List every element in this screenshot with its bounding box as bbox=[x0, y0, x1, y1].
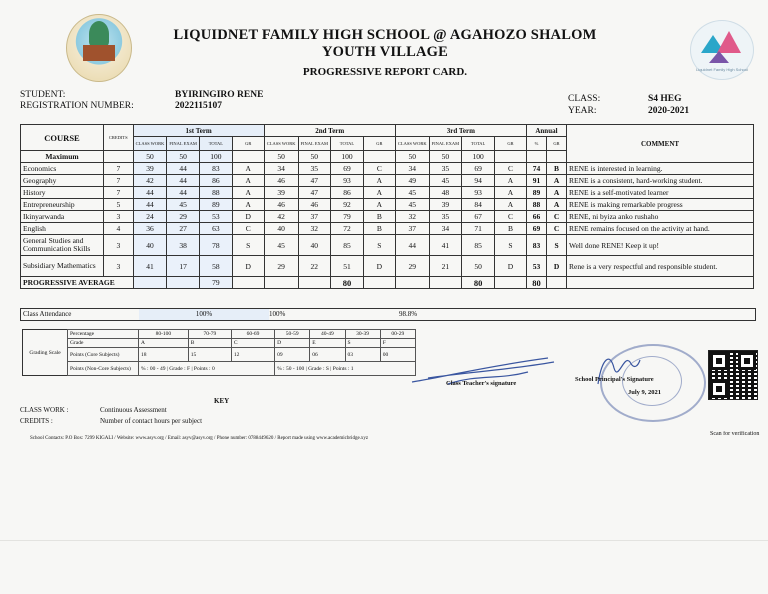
grade-5: S bbox=[345, 339, 380, 348]
t2-final-exam: 47 bbox=[298, 187, 330, 199]
t1-total: 53 bbox=[199, 211, 232, 223]
t2-grade: B bbox=[363, 223, 395, 235]
maximum-label: Maximum bbox=[21, 151, 104, 163]
t1-class-work: 42 bbox=[133, 175, 167, 187]
avg-term3: 80 bbox=[462, 277, 495, 289]
t3-total: 71 bbox=[462, 223, 495, 235]
t2-class-work: 46 bbox=[264, 175, 298, 187]
t1-total-header: TOTAL bbox=[199, 137, 232, 151]
t3-final-exam: 34 bbox=[429, 223, 461, 235]
annual-pct: 89 bbox=[526, 187, 546, 199]
report-subtitle: PROGRESSIVE REPORT CARD. bbox=[302, 66, 468, 78]
t2-class-work: 46 bbox=[264, 199, 298, 211]
school-name-line1: LIQUIDNET FAMILY HIGH SCHOOL @ AGAHOZO SHALOM bbox=[173, 27, 597, 43]
table-row bbox=[21, 163, 754, 175]
points-noncore-label: Points (Non-Core Subjects) bbox=[68, 362, 139, 376]
max-t3-cw: 50 bbox=[395, 151, 429, 163]
teacher-signature-label: Class Teacher's signature bbox=[446, 380, 517, 387]
t1-final-exam: 45 bbox=[167, 199, 199, 211]
table-row bbox=[21, 223, 754, 235]
t2-grade: D bbox=[363, 256, 395, 277]
t2-class-work: 29 bbox=[264, 256, 298, 277]
t3-class-work: 44 bbox=[395, 235, 429, 256]
verification-qr-code[interactable] bbox=[708, 350, 758, 400]
points-5: 03 bbox=[345, 348, 380, 362]
t3-final-exam: 39 bbox=[429, 199, 461, 211]
t2-final-exam: 47 bbox=[298, 175, 330, 187]
avg-annual: 80 bbox=[526, 277, 546, 289]
t1-class-work: 39 bbox=[133, 163, 167, 175]
comment: Rene is a very respectful and responsible student. bbox=[566, 256, 753, 277]
annual-pct: 53 bbox=[526, 256, 546, 277]
points-core-label: Points (Core Subjects) bbox=[68, 348, 139, 362]
points-4: 06 bbox=[310, 348, 345, 362]
t2-final-exam: 46 bbox=[298, 199, 330, 211]
term3-header: 3rd Term bbox=[395, 125, 526, 137]
t3-total: 85 bbox=[462, 235, 495, 256]
student-label: STUDENT: bbox=[20, 90, 66, 100]
t3-class-work: 45 bbox=[395, 199, 429, 211]
annual-grade: C bbox=[547, 223, 567, 235]
t3-grade: C bbox=[495, 211, 527, 223]
annual-grade: A bbox=[547, 187, 567, 199]
points-0: 18 bbox=[139, 348, 189, 362]
t3-final-exam: 35 bbox=[429, 211, 461, 223]
t1-final-exam: 17 bbox=[167, 256, 199, 277]
t1-grade: A bbox=[232, 175, 264, 187]
term2-header: 2nd Term bbox=[264, 125, 395, 137]
range-5: 30-39 bbox=[345, 330, 380, 339]
t2-class-work: 40 bbox=[264, 223, 298, 235]
annual-pct: 83 bbox=[526, 235, 546, 256]
table-row bbox=[21, 187, 754, 199]
t3-total: 93 bbox=[462, 187, 495, 199]
course-name: English bbox=[21, 223, 104, 235]
school-logo-left bbox=[66, 14, 132, 82]
t3-total: 84 bbox=[462, 199, 495, 211]
registration-number: 2022115107 bbox=[175, 101, 222, 111]
t1-grade: D bbox=[232, 211, 264, 223]
class-value: S4 HEG bbox=[648, 94, 682, 104]
course-credits: 3 bbox=[104, 211, 134, 223]
annual-grade: S bbox=[547, 235, 567, 256]
grade-label: Grade bbox=[68, 339, 139, 348]
t1-total: 63 bbox=[199, 223, 232, 235]
range-6: 00-29 bbox=[380, 330, 415, 339]
right-logo-caption: Liquidnet Family High School bbox=[696, 67, 748, 72]
t3-grade: B bbox=[495, 223, 527, 235]
scan-caption: Scan for verification bbox=[710, 431, 760, 437]
t1-class-work: 40 bbox=[133, 235, 167, 256]
t2-grade: S bbox=[363, 235, 395, 256]
t2-grade: A bbox=[363, 199, 395, 211]
school-name-line2: YOUTH VILLAGE bbox=[321, 44, 448, 60]
t1-final-exam: 38 bbox=[167, 235, 199, 256]
comment: RENE is a self-motivated learner bbox=[566, 187, 753, 199]
range-4: 40-49 bbox=[310, 330, 345, 339]
max-t1-total: 100 bbox=[199, 151, 232, 163]
t1-grade: S bbox=[232, 235, 264, 256]
t3-grade: C bbox=[495, 163, 527, 175]
t2-class-work: 34 bbox=[264, 163, 298, 175]
marks-table bbox=[20, 124, 754, 289]
range-1: 70-79 bbox=[188, 330, 231, 339]
course-name: Subsidiary Mathematics bbox=[21, 256, 104, 277]
t1-class-work: 41 bbox=[133, 256, 167, 277]
t2-total: 51 bbox=[330, 256, 363, 277]
signature-date: July 9, 2021 bbox=[628, 389, 662, 396]
t1-grade: A bbox=[232, 199, 264, 211]
comment: RENE remains focused on the activity at hand. bbox=[566, 223, 753, 235]
t1-grade: A bbox=[232, 163, 264, 175]
t1-gr-header: GR bbox=[232, 137, 264, 151]
t2-total: 79 bbox=[330, 211, 363, 223]
t3-grade: A bbox=[495, 187, 527, 199]
annual-grade: D bbox=[547, 256, 567, 277]
table-row bbox=[21, 175, 754, 187]
attendance-row bbox=[20, 308, 756, 321]
t2-cw-header: CLASS WORK bbox=[264, 137, 298, 151]
t2-fe-header: FINAL EXAM bbox=[298, 137, 330, 151]
cw-key-value: Continuous Assessment bbox=[100, 406, 167, 414]
t3-fe-header: FINAL EXAM bbox=[429, 137, 461, 151]
course-credits: 3 bbox=[104, 256, 134, 277]
attendance-term3: 98.8% bbox=[399, 310, 418, 318]
course-name: History bbox=[21, 187, 104, 199]
comment: RENE is a consistent, hard-working student. bbox=[566, 175, 753, 187]
t2-total: 86 bbox=[330, 187, 363, 199]
term1-header: 1st Term bbox=[133, 125, 264, 137]
t3-grade: D bbox=[495, 256, 527, 277]
grade-2: C bbox=[231, 339, 274, 348]
t1-total: 58 bbox=[199, 256, 232, 277]
t3-final-exam: 41 bbox=[429, 235, 461, 256]
course-name: Entrepreneurship bbox=[21, 199, 104, 211]
comment: RENE is making remarkable progress bbox=[566, 199, 753, 211]
t2-grade: B bbox=[363, 211, 395, 223]
t1-cw-header: CLASS WORK bbox=[133, 137, 167, 151]
t1-total: 86 bbox=[199, 175, 232, 187]
course-name: Economics bbox=[21, 163, 104, 175]
t2-final-exam: 32 bbox=[298, 223, 330, 235]
cw-key-label: CLASS WORK : bbox=[20, 406, 69, 414]
t1-grade: C bbox=[232, 223, 264, 235]
t2-total: 92 bbox=[330, 199, 363, 211]
school-logo-right bbox=[690, 20, 754, 80]
t3-class-work: 29 bbox=[395, 256, 429, 277]
max-t2-fe: 50 bbox=[298, 151, 330, 163]
footer-contacts: School Contacts: P.O Box: 7299 KIGALI / Website: www.asyv.org / Email: asyv@asyv.org / Phone number: 0788449620 / Report made using www.academicbridge.xyz bbox=[30, 436, 369, 441]
course-name: General Studies and Communication Skills bbox=[21, 235, 104, 256]
t1-total: 78 bbox=[199, 235, 232, 256]
grade-3: D bbox=[275, 339, 310, 348]
grade-1: B bbox=[188, 339, 231, 348]
t2-total: 93 bbox=[330, 175, 363, 187]
t1-final-exam: 27 bbox=[167, 223, 199, 235]
annual-pct: 69 bbox=[526, 223, 546, 235]
t3-final-exam: 48 bbox=[429, 187, 461, 199]
t1-total: 89 bbox=[199, 199, 232, 211]
t1-grade: D bbox=[232, 256, 264, 277]
t2-grade: A bbox=[363, 175, 395, 187]
t3-cw-header: CLASS WORK bbox=[395, 137, 429, 151]
avg-term2: 80 bbox=[330, 277, 363, 289]
t3-class-work: 32 bbox=[395, 211, 429, 223]
t2-total: 72 bbox=[330, 223, 363, 235]
range-3: 50-59 bbox=[275, 330, 310, 339]
progressive-average-label: PROGRESSIVE AVERAGE bbox=[21, 277, 134, 289]
attendance-term2: 100% bbox=[269, 310, 286, 318]
t1-class-work: 44 bbox=[133, 199, 167, 211]
max-t2-total: 100 bbox=[330, 151, 363, 163]
t2-grade: C bbox=[363, 163, 395, 175]
year-value: 2020-2021 bbox=[648, 106, 690, 116]
t2-class-work: 39 bbox=[264, 187, 298, 199]
annual-grade: B bbox=[547, 163, 567, 175]
annual-pct: 66 bbox=[526, 211, 546, 223]
max-t2-cw: 50 bbox=[264, 151, 298, 163]
t1-total: 83 bbox=[199, 163, 232, 175]
attendance-term1: 100% bbox=[139, 309, 269, 320]
grade-4: E bbox=[310, 339, 345, 348]
table-row bbox=[21, 211, 754, 223]
t1-class-work: 36 bbox=[133, 223, 167, 235]
t2-final-exam: 37 bbox=[298, 211, 330, 223]
t3-grade: A bbox=[495, 199, 527, 211]
annual-pct: 91 bbox=[526, 175, 546, 187]
credits-header: CREDITS bbox=[104, 125, 134, 151]
t1-grade: A bbox=[232, 187, 264, 199]
points-1: 15 bbox=[188, 348, 231, 362]
t2-gr-header: GR bbox=[363, 137, 395, 151]
t3-gr-header: GR bbox=[495, 137, 527, 151]
course-credits: 3 bbox=[104, 235, 134, 256]
t3-total: 67 bbox=[462, 211, 495, 223]
year-label: YEAR: bbox=[568, 106, 597, 116]
table-row bbox=[21, 256, 754, 277]
registration-label: REGISTRATION NUMBER: bbox=[20, 101, 134, 111]
t2-final-exam: 35 bbox=[298, 163, 330, 175]
t1-final-exam: 44 bbox=[167, 187, 199, 199]
range-2: 60-69 bbox=[231, 330, 274, 339]
course-name: Geography bbox=[21, 175, 104, 187]
annual-header: Annual bbox=[526, 125, 566, 137]
annual-grade: C bbox=[547, 211, 567, 223]
student-name: BYIRINGIRO RENE bbox=[175, 90, 264, 100]
points-6: 00 bbox=[380, 348, 415, 362]
percentage-label: Percentage bbox=[68, 330, 139, 339]
range-0: 80-100 bbox=[139, 330, 189, 339]
table-row bbox=[21, 235, 754, 256]
avg-term1: 79 bbox=[199, 277, 232, 289]
t3-class-work: 37 bbox=[395, 223, 429, 235]
grading-scale-title: Grading Scale bbox=[29, 349, 61, 356]
course-credits: 7 bbox=[104, 187, 134, 199]
t3-final-exam: 21 bbox=[429, 256, 461, 277]
noncore-rule-a: % : 00 - 49 | Grade : F | Points : 0 bbox=[139, 362, 275, 376]
points-3: 09 bbox=[275, 348, 310, 362]
principal-signature-label: School Principal's Signature bbox=[575, 376, 654, 383]
t2-class-work: 42 bbox=[264, 211, 298, 223]
t1-final-exam: 44 bbox=[167, 163, 199, 175]
page-divider bbox=[0, 540, 768, 541]
t3-grade: A bbox=[495, 175, 527, 187]
t1-fe-header: FINAL EXAM bbox=[167, 137, 199, 151]
t3-total: 50 bbox=[462, 256, 495, 277]
t3-final-exam: 45 bbox=[429, 175, 461, 187]
t3-class-work: 49 bbox=[395, 175, 429, 187]
comment: RENE, ni byiza anko rushaho bbox=[566, 211, 753, 223]
grade-0: A bbox=[139, 339, 189, 348]
annual-grade: A bbox=[547, 175, 567, 187]
noncore-rule-b: % : 50 - 100 | Grade : S | Points : 1 bbox=[275, 362, 416, 376]
table-row bbox=[21, 199, 754, 211]
comment: Well done RENE! Keep it up! bbox=[566, 235, 753, 256]
attendance-label: Class Attendance bbox=[23, 310, 72, 318]
max-t1-fe: 50 bbox=[167, 151, 199, 163]
t3-class-work: 45 bbox=[395, 187, 429, 199]
max-t3-total: 100 bbox=[462, 151, 495, 163]
t2-final-exam: 40 bbox=[298, 235, 330, 256]
comment-header: COMMENT bbox=[566, 125, 753, 163]
annual-pct: 74 bbox=[526, 163, 546, 175]
t2-total: 85 bbox=[330, 235, 363, 256]
course-credits: 5 bbox=[104, 199, 134, 211]
t3-total: 69 bbox=[462, 163, 495, 175]
t2-grade: A bbox=[363, 187, 395, 199]
max-t1-cw: 50 bbox=[133, 151, 167, 163]
t3-total: 94 bbox=[462, 175, 495, 187]
max-t3-fe: 50 bbox=[429, 151, 461, 163]
annual-pct-header: % bbox=[526, 137, 546, 151]
t3-total-header: TOTAL bbox=[462, 137, 495, 151]
course-credits: 7 bbox=[104, 175, 134, 187]
class-label: CLASS: bbox=[568, 94, 601, 104]
t1-final-exam: 29 bbox=[167, 211, 199, 223]
annual-gr-header: GR bbox=[547, 137, 567, 151]
t1-class-work: 24 bbox=[133, 211, 167, 223]
comment: RENE is interested in learning. bbox=[566, 163, 753, 175]
t3-grade: S bbox=[495, 235, 527, 256]
t1-total: 88 bbox=[199, 187, 232, 199]
course-name: Ikinyarwanda bbox=[21, 211, 104, 223]
annual-pct: 88 bbox=[526, 199, 546, 211]
t2-total: 69 bbox=[330, 163, 363, 175]
t2-total-header: TOTAL bbox=[330, 137, 363, 151]
t2-final-exam: 22 bbox=[298, 256, 330, 277]
key-heading: KEY bbox=[214, 397, 230, 405]
subject-rows bbox=[21, 163, 754, 277]
t3-class-work: 34 bbox=[395, 163, 429, 175]
t1-final-exam: 44 bbox=[167, 175, 199, 187]
t1-class-work: 44 bbox=[133, 187, 167, 199]
course-credits: 4 bbox=[104, 223, 134, 235]
annual-grade: A bbox=[547, 199, 567, 211]
credits-key-value: Number of contact hours per subject bbox=[100, 417, 203, 425]
credits-key-label: CREDITS : bbox=[20, 417, 53, 425]
course-header: COURSE bbox=[21, 125, 104, 151]
t3-final-exam: 35 bbox=[429, 163, 461, 175]
grade-6: F bbox=[380, 339, 415, 348]
points-2: 12 bbox=[231, 348, 274, 362]
grading-scale-table bbox=[22, 329, 416, 376]
t2-class-work: 45 bbox=[264, 235, 298, 256]
course-credits: 7 bbox=[104, 163, 134, 175]
